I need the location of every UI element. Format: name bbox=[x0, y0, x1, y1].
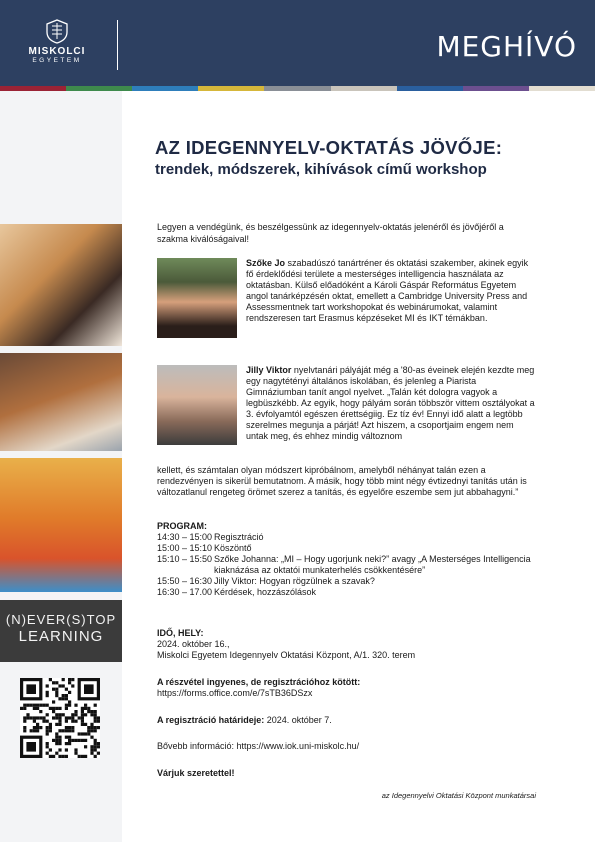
program-time: 15:50 – 16:30 bbox=[157, 576, 213, 586]
stripe-segment bbox=[132, 86, 199, 91]
speaker-name: Szőke Jo bbox=[246, 258, 286, 268]
venue-place: Miskolci Egyetem Idegennyelv Oktatási Központ, A/1. 320. terem bbox=[157, 650, 416, 660]
program-row bbox=[157, 543, 537, 554]
program-desc: Kérdések, hozzászólások bbox=[214, 587, 317, 597]
qr-code[interactable] bbox=[20, 678, 100, 758]
deadline-value: 2024. október 7. bbox=[264, 715, 332, 725]
logo-line2: EGYETEM bbox=[32, 57, 82, 64]
program-desc: Regisztráció bbox=[214, 532, 264, 542]
registration-link[interactable]: https://forms.office.com/e/7sTB36DSzx bbox=[157, 688, 313, 698]
event-title: AZ IDEGENNYELV-OKTATÁS JÖVŐJE: bbox=[155, 137, 503, 158]
stripe-segment bbox=[198, 86, 265, 91]
page-title: MEGHÍVÓ bbox=[436, 30, 577, 63]
signature: az Idegennyelvi Oktatási Központ munkatársai bbox=[381, 791, 536, 800]
intro-text: Legyen a vendégünk, és beszélgessünk az idegennyelv-oktatás jelenéről és jövőjéről a szakma kiválóságaival! bbox=[157, 222, 504, 244]
photo-reading-dictionary bbox=[0, 224, 122, 346]
program-desc: Szőke Johanna: „MI – Hogy ugorjunk neki?” avagy „A Mesterséges Intelligencia kiaknázása az oktatói munkaterhelés csökkentésére” bbox=[214, 554, 531, 575]
neverstop-learning-banner bbox=[0, 600, 122, 662]
venue-details bbox=[157, 639, 537, 661]
university-logo bbox=[12, 12, 102, 76]
program-desc: Köszöntő bbox=[214, 543, 252, 553]
qr-code-icon bbox=[20, 678, 100, 758]
speaker-bio-text: szabadúszó tanártréner és oktatási szakember, akinek egyik fő érdeklődési területe a mesterséges intelligencia használata az oktatásban. Külső előadóként a Károli Gáspár Református Egyetem angol tanárképzésén oktat, emellett a Cambridge University Press and Assessmentnek tart workshopokat és webinárumokat, valamint rendszeresen tart Erasmus képzéseket MI és IKT témákban. bbox=[246, 258, 529, 323]
photo-student-laptop bbox=[0, 458, 122, 592]
program-row bbox=[157, 576, 537, 587]
program-row bbox=[157, 554, 537, 576]
stripe-segment bbox=[397, 86, 464, 91]
more-info-link[interactable]: Bővebb információ: https://www.iok.uni-miskolc.hu/ bbox=[157, 741, 360, 751]
event-subtitle: trendek, módszerek, kihívások című workshop bbox=[155, 161, 487, 178]
program-row bbox=[157, 587, 537, 598]
speaker-photo-jilly-viktor bbox=[157, 365, 237, 445]
speaker-photo-szoke-jo bbox=[157, 258, 237, 338]
program-time: 16:30 – 17.00 bbox=[157, 587, 213, 597]
neverstop-line1: (N)EVER(S)TOP bbox=[5, 612, 117, 627]
photo-laptop-coffee bbox=[0, 353, 122, 451]
speaker-bio-text: nyelvtanári pályáját még a '80-as éveinek elején kezdte meg egy nagytétényi általános iskolában, és jelenleg a Piarista Gimnáziumban tanít angol nyelvet. „Talán két dologra vagyok a legbüszkébb. Az egyik, hogy pályám során többször vittem osztályokat a 3. évfolyamtól egészen érettségiig. Ez tíz év! Ennyi idő alatt a legtöbb szerelmes megunja a párját! Azt hiszem, a csoportjaim engem nem untak meg, és ehhez mindig változnom bbox=[246, 365, 535, 441]
registration-note: A részvétel ingyenes, de regisztrációhoz kötött: bbox=[157, 677, 361, 687]
header-divider bbox=[117, 20, 118, 70]
registration-deadline bbox=[157, 715, 332, 725]
program-time: 15:10 – 15:50 bbox=[157, 554, 213, 564]
header-banner bbox=[0, 0, 595, 86]
program-list bbox=[157, 532, 537, 598]
stripe-segment bbox=[331, 86, 398, 91]
crest-icon bbox=[43, 18, 71, 44]
registration-block bbox=[157, 677, 537, 699]
program-time: 15:00 – 15:10 bbox=[157, 543, 213, 553]
stripe-segment bbox=[264, 86, 331, 91]
welcome-text: Várjuk szeretettel! bbox=[157, 768, 235, 778]
logo-line1: MISKOLCI bbox=[28, 46, 86, 57]
stripe-segment bbox=[463, 86, 530, 91]
venue-heading: IDŐ, HELY: bbox=[157, 628, 204, 638]
deadline-label: A regisztráció határideje: bbox=[157, 715, 265, 725]
speaker-bio-szoke-jo bbox=[246, 258, 536, 324]
stripe-segment bbox=[529, 86, 595, 91]
venue-date: 2024. október 16., bbox=[157, 639, 230, 649]
speaker-bio-continued: kellett, és számtalan olyan módszert kipróbálnom, amelyből néhányat talán ezen a rendezvényen is sikerül bemutatnom. A másik, hogy több mint négy évtizednyi tanítás után is változatlanul rengeteg örömet szerez a tanítás, és egyelőre eszembe sem jut abbahagyni.” bbox=[157, 465, 527, 497]
program-time: 14:30 – 15:00 bbox=[157, 532, 213, 542]
speaker-bio-jilly-viktor bbox=[246, 365, 536, 442]
neverstop-line2: LEARNING bbox=[18, 628, 104, 645]
program-heading: PROGRAM: bbox=[157, 521, 207, 531]
speaker-name: Jilly Viktor bbox=[246, 365, 292, 375]
program-row bbox=[157, 532, 537, 543]
program-desc: Jilly Viktor: Hogyan rögzülnek a szavak? bbox=[214, 576, 375, 586]
